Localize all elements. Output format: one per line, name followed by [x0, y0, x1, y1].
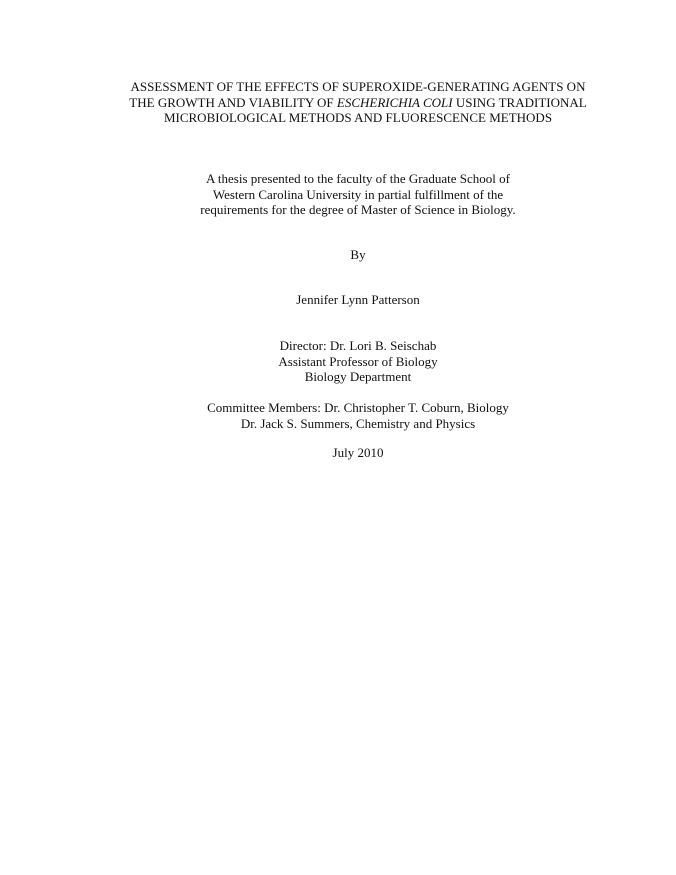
title-line-2 — [0, 95, 676, 111]
committee-members — [0, 400, 676, 431]
author-text: Jennifer Lynn Patterson — [296, 292, 420, 307]
statement-line-1: A thesis presented to the faculty of the Graduate School of — [206, 171, 510, 186]
title-line-3: MICROBIOLOGICAL METHODS AND FLUORESCENCE METHODS — [163, 110, 553, 125]
title-line-2-start: THE GROWTH AND VIABILITY OF — [129, 94, 337, 110]
director-info — [0, 338, 676, 385]
committee-line-1: Committee Members: Dr. Christopher T. Coburn, Biology — [207, 400, 509, 415]
statement-line-3: requirements for the degree of Master of Science in Biology. — [200, 202, 516, 217]
thesis-statement — [0, 171, 676, 218]
director-line-2: Assistant Professor of Biology — [278, 353, 438, 369]
organism-name: ESCHERICHIA COLI — [336, 94, 453, 110]
committee-line-2: Dr. Jack S. Summers, Chemistry and Physics — [240, 415, 476, 431]
director-line-3: Biology Department — [304, 369, 412, 384]
by-label — [0, 247, 676, 263]
by-text: By — [350, 247, 366, 262]
title-line-2-end: USING TRADITIONAL — [452, 94, 587, 110]
date-text: July 2010 — [332, 445, 384, 460]
author-name — [0, 292, 676, 308]
statement-line-2: Western Carolina University in partial fulfillment of the — [212, 186, 504, 202]
thesis-title — [0, 79, 676, 126]
title-line-1: ASSESSMENT OF THE EFFECTS OF SUPEROXIDE-GENERATING AGENTS ON — [130, 79, 586, 94]
director-line-1: Director: Dr. Lori B. Seischab — [279, 338, 437, 353]
submission-date — [0, 445, 676, 461]
